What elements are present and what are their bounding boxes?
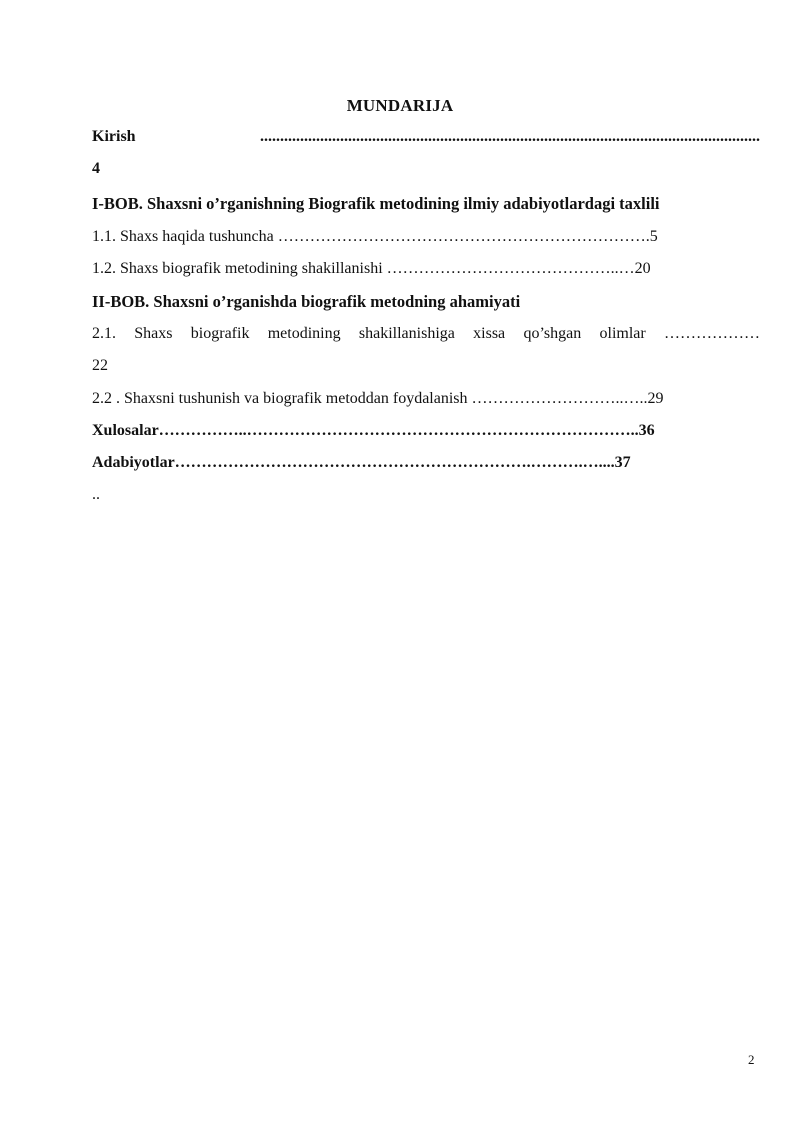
toc-chapter-1: I-BOB. Shaxsni o’rganishning Biografik metodining ilmiy adabiyotlardagi taxlili xyxy=(92,194,660,213)
toc-entry-adabiyotlar: Adabiyotlar………………………………………………………….……….…....37 xyxy=(92,454,631,471)
toc-entry-1-1: 1.1. Shaxs haqida tushuncha …………………………………………………………….5 xyxy=(92,228,658,245)
toc-entry-kirish: Kirish ............................................................................................................................. xyxy=(92,128,760,145)
toc-entry-2-1: 2.1. Shaxs biografik metodining shakillanishiga xissa qo’shgan olimlar ……………… xyxy=(92,325,760,342)
toc-entry-1-2: 1.2. Shaxs biografik metodining shakillanishi ……………………………………..…20 xyxy=(92,260,651,277)
toc-chapter-2: II-BOB. Shaxsni o’rganishda biografik metodning ahamiyati xyxy=(92,292,521,311)
toc-entry-2-2: 2.2 . Shaxsni tushunish va biografik metoddan foydalanish ………………………..…..29 xyxy=(92,390,664,407)
toc-entry-kirish-page: 4 xyxy=(92,160,100,177)
page-number: 2 xyxy=(748,1052,755,1067)
toc-entry-xulosalar: Xulosalar……………..………………………………………………………………..36 xyxy=(92,422,655,439)
toc-entry-2-1-page: 22 xyxy=(92,357,108,374)
toc-title: MUNDARIJA xyxy=(346,96,454,115)
toc-trailing-dots: .. xyxy=(92,486,100,503)
